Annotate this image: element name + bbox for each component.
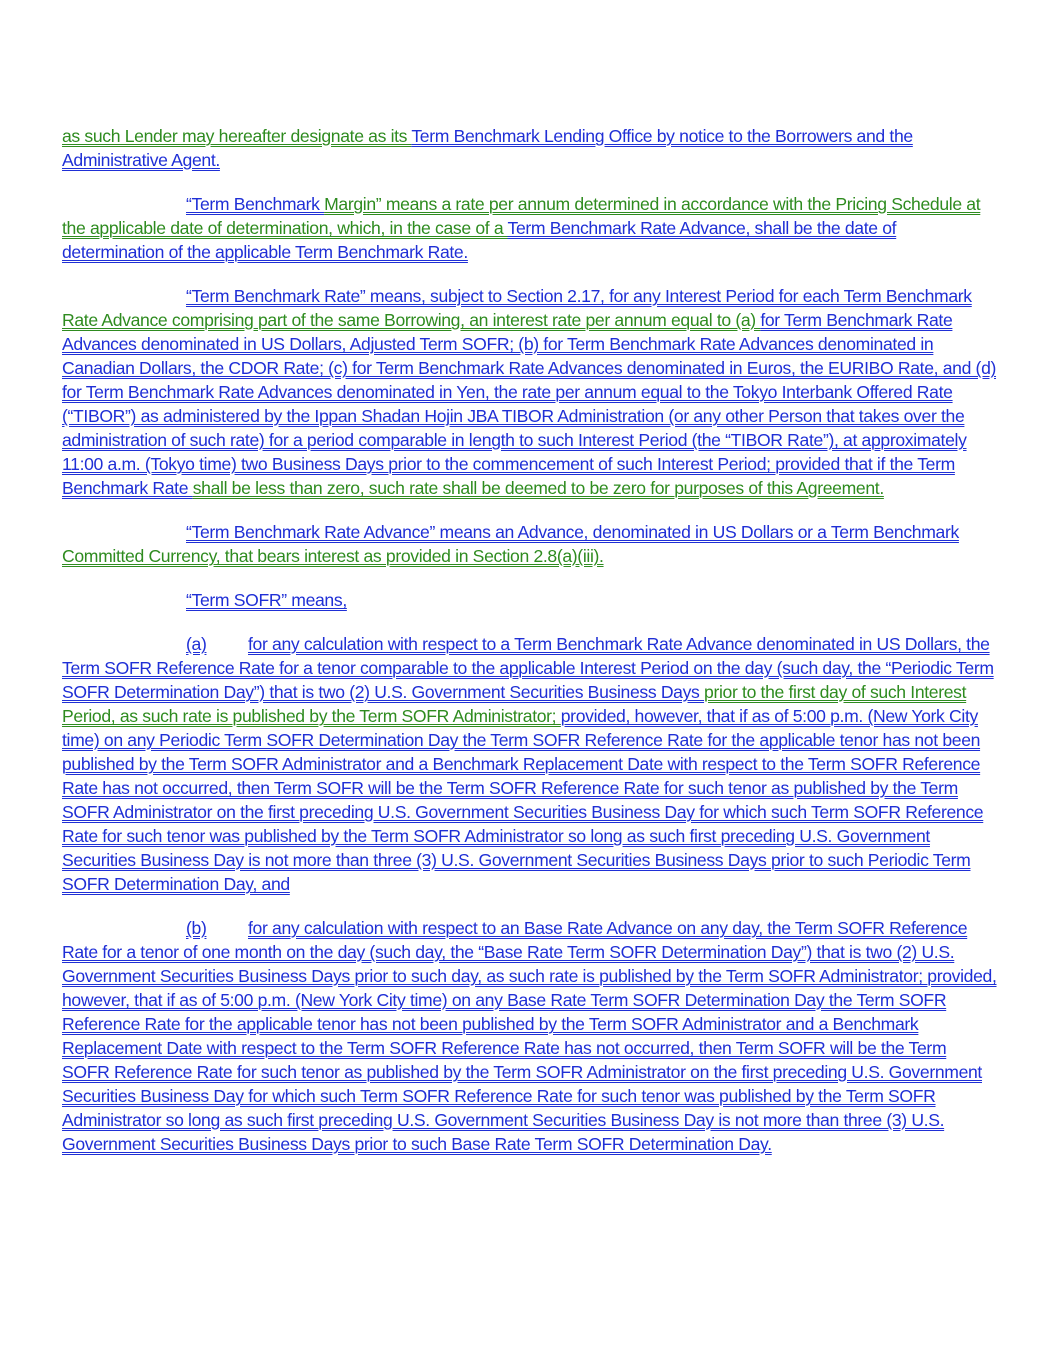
definition-term-benchmark-rate: [62, 284, 997, 500]
definition-term-benchmark-rate-advance: [62, 520, 997, 568]
definition-term-sofr: [62, 588, 997, 612]
inserted-text-green: as such Lender may hereafter designate as its: [62, 126, 412, 146]
inserted-text-blue: “Term Benchmark: [186, 194, 325, 214]
inserted-text-blue: for any calculation with respect to an Base Rate Advance on any day, the Term SOFR Reference Rate for a tenor of one month on the day (such day, the “Base Rate Term SOFR Determination Day”) that is two (2) U.S. Government Securities Business Days prior to such day, as such rate is published by the Term SOFR Administrator; provided, however, that if as of 5:00 p.m. (New York City time) on any Base Rate Term SOFR Determination Day the Term SOFR Reference Rate for the applicable tenor has not been published by the Term SOFR Administrator and a Benchmark Replacement Date with respect to the Term SOFR Reference Rate has not occurred, then Term SOFR will be the Term SOFR Reference Rate for such tenor as published by the Term SOFR Administrator on the first preceding U.S. Government Securities Business Day for which such Term SOFR Reference Rate for such tenor was published by the Term SOFR Administrator so long as such first preceding U.S. Government Securities Business Day is not more than three (3) U.S. Government Securities Business Days prior to such Base Rate Term SOFR Determination Day.: [62, 918, 997, 1154]
inserted-text-blue: provided, however, that if as of 5:00 p.m. (New York City time) on any Periodic Term SOFR Determination Day the Term SOFR Reference Rate for the applicable tenor has not been published by the Term SOFR Administrator and a Benchmark Replacement Date with respect to the Term SOFR Reference Rate has not occurred, then Term SOFR will be the Term SOFR Reference Rate for such tenor as published by the Term SOFR Administrator on the first preceding U.S. Government Securities Business Day for which such Term SOFR Reference Rate for such tenor was published by the Term SOFR Administrator so long as such first preceding U.S. Government Securities Business Day is not more than three (3) U.S. Government Securities Business Days prior to such Periodic Term SOFR Determination Day, and: [62, 706, 984, 894]
inserted-text-green: Margin” means a rate per annum determined in accordance with the Pricing Schedule at the applicable date of determination, which, in the case of a: [62, 194, 981, 238]
inserted-text-green: Committed Currency, that bears interest as provided in Section 2.8(a)(iii).: [62, 546, 604, 566]
inserted-text-blue: Term Benchmark Rate.: [295, 242, 468, 262]
inserted-text-blue: for any calculation with respect to a Term Benchmark Rate Advance denominated in US Dollars, the Term SOFR Reference Rate for a tenor comparable to the applicable Interest Period on the day (such day, the “Periodic Term SOFR Determination Day”) that is two (2) U.S. Government Securities Business Days: [62, 634, 994, 702]
inserted-text-blue: for Term Benchmark Rate Advances denominated in US Dollars, Adjusted Term SOFR; (b) for Term Benchmark Rate Advances denominated in Canadian Dollars, the CDOR Rate; (c) for Term Benchmark Rate Advances denominated in Euros, the EURIBO Rate, and (d) for Term Benchmark Rate Advances denominated in Yen, the rate per annum equal to the Tokyo Interbank Offered Rate (“TIBOR”) as administered by the Ippan Shadan Hojin JBA TIBOR Administration (or any other Person that takes over the administration of such rate) for a period comparable in length to such Interest Period (the “TIBOR Rate”), at approximately 11:00 a.m. (Tokyo time) two Business Days prior to the commencement of such Interest Period; provided that if the Term Benchmark Rate: [62, 310, 997, 498]
inserted-text-green: shall be less than zero, such rate shall be deemed to be zero for purposes of this Agreement.: [192, 478, 884, 498]
definition-term-benchmark-margin: [62, 192, 997, 264]
inserted-text-green: Rate Advance comprising part of the same Borrowing, an interest rate per annum equal to (a): [62, 310, 761, 330]
term-sofr-clause-b: [62, 916, 997, 1156]
inserted-text-blue: Term Benchmark Rate Advance, shall be the date of determination of the applicable: [62, 218, 897, 262]
clause-label-b: (b): [186, 918, 207, 938]
paragraph-lending-office-continuation: [62, 124, 997, 172]
inserted-text-blue: “Term Benchmark Rate Advance” means an Advance, denominated in US Dollars or a Term Benchmark: [186, 522, 959, 542]
inserted-text-blue: Term Benchmark Lending Office by notice to the Borrowers and the Administrative Agent.: [62, 126, 913, 170]
term-sofr-clause-a: [62, 632, 997, 896]
clause-label-a: (a): [186, 634, 207, 654]
inserted-text-green: prior to the first day of such Interest Period, as such rate is published by the Term SOFR Administrator;: [62, 682, 967, 726]
inserted-text-blue: “Term SOFR” means,: [186, 590, 347, 610]
inserted-text-blue: “Term Benchmark Rate” means, subject to Section 2.17, for any Interest Period for each Term Benchmark: [186, 286, 972, 306]
